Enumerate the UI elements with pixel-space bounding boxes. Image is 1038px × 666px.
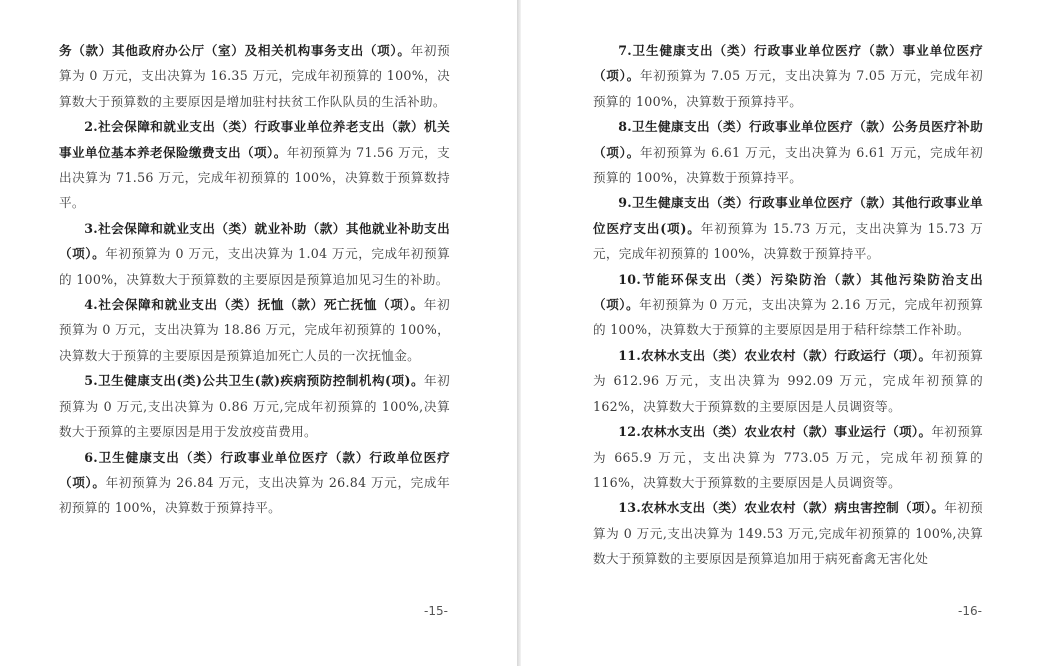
paragraph-body: 年初预算为 0 万元，支出决算为 16.35 万元，完成年初预算的 100%，决算数大于预算数的主要原因是增加驻村扶贫工作队队员的生活补助。: [59, 43, 450, 109]
paragraph-heading: 8.卫生健康支出（类）行政事业单位医疗（款）公务员医疗补助（项）。: [593, 119, 983, 160]
paragraph-heading: 12.农林水支出（类）农业农村（款）事业运行（项）。: [618, 424, 932, 440]
paragraph-9: [593, 190, 983, 266]
paragraph-body: 年初预算为 15.73 万元，支出决算为 15.73 万元，完成年初预算的 100%，决算数于预算持平。: [593, 220, 983, 262]
paragraph-body: 年初预算为 665.9 万元，支出决算为 773.05 万元，完成年初预算的 116%，决算数大于预算数的主要原因是人员调资等。: [593, 424, 983, 490]
paragraph-body: 年初预算为 0 万元,支出决算为 0.86 万元,完成年初预算的 100%,决算数大于预算的主要原因是用于发放疫苗费用。: [59, 373, 450, 440]
paragraph-heading: 务（款）其他政府办公厅（室）及相关机构事务支出（项）。: [59, 43, 411, 58]
paragraph-body: 年初预算为 0 万元，支出决算为 18.86 万元，完成年初预算的 100%，决算数大于预算的主要原因是预算追加死亡人员的一次抚恤金。: [59, 297, 450, 363]
paragraph-8: [593, 114, 983, 190]
paragraph-heading: 6.卫生健康支出（类）行政事业单位医疗（款）行政单位医疗（项）。: [59, 449, 450, 490]
paragraph-11: [593, 343, 983, 419]
paragraph-heading: 4.社会保障和就业支出（类）抚恤（款）死亡抚恤（项）。: [84, 297, 424, 313]
paragraph-7: [593, 38, 983, 114]
left-page-body: [59, 38, 450, 521]
right-page: [521, 0, 1038, 666]
paragraph-3: [59, 216, 450, 292]
paragraph-heading: 13.农林水支出（类）农业农村（款）病虫害控制（项）。: [618, 500, 945, 516]
paragraph-heading: 2.社会保障和就业支出（类）行政事业单位养老支出（款）机关事业单位基本养老保险缴费支出（项）。: [59, 119, 450, 160]
paragraph-heading: 7.卫生健康支出（类）行政事业单位医疗（款）事业单位医疗（项）。: [593, 43, 983, 84]
page-number: -16-: [958, 604, 982, 618]
paragraph-body: 年初预算为 0 万元,支出决算为 149.53 万元,完成年初预算的 100%,决算数大于预算数的主要原因是预算追加用于病死畜禽无害化处: [593, 500, 983, 567]
paragraph-body: 年初预算为 612.96 万元，支出决算为 992.09 万元，完成年初预算的 162%，决算数大于预算数的主要原因是人员调资等。: [593, 347, 983, 414]
paragraph-heading: 11.农林水支出（类）农业农村（款）行政运行（项）。: [618, 347, 932, 363]
paragraph-heading: 5.卫生健康支出(类)公共卫生(款)疾病预防控制机构(项)。: [84, 373, 425, 389]
paragraph-heading: 10.节能环保支出（类）污染防治（款）其他污染防治支出（项）。: [593, 271, 983, 313]
right-page-body: [593, 38, 983, 572]
paragraph-heading: 9.卫生健康支出（类）行政事业单位医疗（款）其他行政事业单位医疗支出(项)。: [593, 195, 983, 236]
paragraph-5: [59, 368, 450, 444]
paragraph-4: [59, 292, 450, 368]
paragraph-10: [593, 267, 983, 343]
paragraph-1: [59, 38, 450, 114]
paragraph-6: [59, 445, 450, 521]
paragraph-2: [59, 114, 450, 216]
paragraph-13: [593, 495, 983, 571]
paragraph-body: 年初预算为 7.05 万元，支出决算为 7.05 万元，完成年初预算的 100%，决算数于预算持平。: [593, 68, 983, 109]
paragraph-body: 年初预算为 0 万元，支出决算为 2.16 万元，完成年初预算的 100%，决算数大于预算的主要原因是用于秸秆综禁工作补助。: [593, 297, 983, 338]
paragraph-body: 年初预算为 0 万元，支出决算为 1.04 万元，完成年初预算的 100%，决算数大于预算数的主要原因是预算追加见习生的补助。: [59, 246, 450, 287]
paragraph-body: 年初预算为 71.56 万元，支出决算为 71.56 万元，完成年初预算的 100%，决算数于预算数持平。: [59, 144, 450, 211]
page-number: -15-: [424, 604, 448, 618]
paragraph-body: 年初预算为 26.84 万元，支出决算为 26.84 万元，完成年初预算的 100%，决算数于预算持平。: [59, 474, 450, 516]
paragraph-body: 年初预算为 6.61 万元，支出决算为 6.61 万元，完成年初预算的 100%，决算数于预算持平。: [593, 144, 983, 186]
paragraph-heading: 3.社会保障和就业支出（类）就业补助（款）其他就业补助支出（项）。: [59, 220, 450, 262]
paragraph-12: [593, 419, 983, 495]
left-page: [0, 0, 517, 666]
